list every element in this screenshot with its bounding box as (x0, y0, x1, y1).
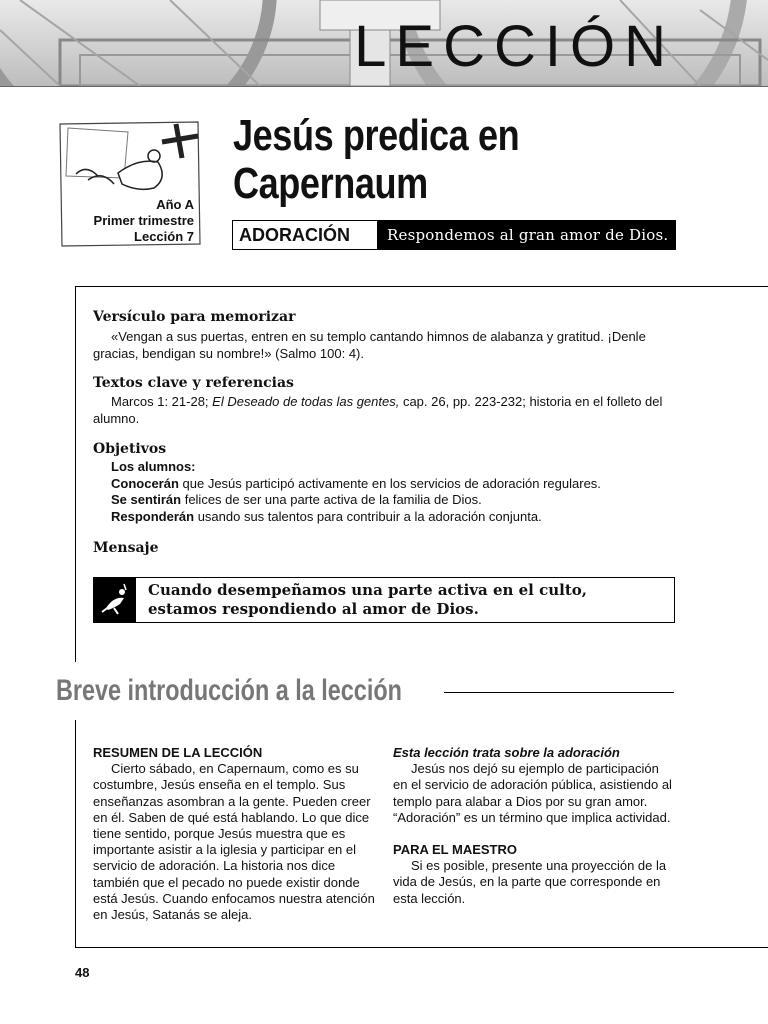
memory-verse-body: «Vengan a sus puertas, entren en su templo cantando himnos de alabanza y gratitud. ¡Denle gracias, bendigan su nombre!» (Salmo 100: 4). (93, 329, 646, 361)
theme-tagline: Respondemos al gran amor de Dios. (377, 221, 675, 249)
teacher-heading: PARA EL MAESTRO (393, 842, 517, 858)
objective-rest: felices de ser una parte activa de la familia de Dios. (181, 492, 482, 507)
objective-item (111, 508, 542, 525)
about-column (393, 745, 675, 907)
about-heading: Esta lección trata sobre la adoración (393, 745, 620, 760)
objective-verb: Se sentirán (111, 492, 182, 507)
title-line-1: Jesús predica en (233, 111, 520, 160)
teacher-text: Si es posible, presente una proyección de la vida de Jesús, en la parte que corresponde en esta lección. (393, 858, 667, 906)
frame-left-rule (75, 286, 76, 662)
title-line-2: Capernaum (233, 159, 428, 208)
intro-rule (444, 692, 674, 693)
references-text (93, 393, 678, 427)
frame-left-rule-lower (75, 720, 76, 948)
objective-verb: Responderán (111, 509, 195, 524)
lesson-year: Año A (156, 197, 194, 212)
frame-bottom-rule (75, 947, 768, 948)
references-post: cap. 26, pp. 223-232; historia en el folleto del alumno. (93, 394, 663, 426)
lesson-quarter: Primer trimestre (93, 213, 194, 228)
theme-bar (232, 220, 676, 250)
page-title (233, 112, 618, 208)
summary-heading: RESUMEN DE LA LECCIÓN (93, 745, 263, 760)
message-line-2: estamos respondiendo al amor de Dios. (148, 600, 479, 618)
objective-rest: usando sus talentos para contribuir a la adoración conjunta. (194, 509, 542, 524)
page-number: 48 (75, 965, 90, 980)
message-heading: Mensaje (93, 540, 159, 556)
message-box (93, 577, 675, 623)
frame-top-rule (75, 286, 768, 287)
references-pre: Marcos 1: 21-28; (111, 394, 213, 409)
intro-title: Breve introducción a la lección (56, 674, 402, 707)
objective-item (111, 491, 482, 508)
objectives-intro: Los alumnos: (111, 459, 196, 474)
references-heading: Textos clave y referencias (93, 375, 294, 391)
message-line-1: Cuando desempeñamos una parte activa en el culto, (148, 581, 587, 599)
summary-text: Cierto sábado, en Capernaum, como es su costumbre, Jesús enseña en el templo. Sus enseñanzas asombran a la gente. Pueden creer en él. Saben de qué está hablando. Lo que dice tiene sentido, porque Jesús muestra que es importante asistir a la iglesia y participar en el servicio de adoración. La historia nos dice también que el pecado no puede existir donde está Jesús. Cuando enfocamos nuestra atención en Jesús, Satanás se aleja. (93, 761, 375, 923)
references-book: El Deseado de todas las gentes, (212, 394, 400, 409)
objectives-heading: Objetivos (93, 441, 167, 457)
message-text (148, 581, 587, 619)
worship-figure-icon (94, 578, 136, 622)
objective-rest: que Jesús participó activamente en los servicios de adoración regulares. (178, 476, 601, 491)
banner-title: LECCIÓN (354, 14, 675, 79)
about-text: Jesús nos dejó su ejemplo de participación en el servicio de adoración pública, asistiendo al templo para alabar a Dios por su gran amor. “Adoración” es un término que implica actividad. (393, 761, 672, 825)
objective-verb: Conocerán (111, 476, 179, 491)
memory-verse-heading: Versículo para memorizar (93, 309, 296, 325)
lesson-meta (60, 197, 194, 245)
summary-column (93, 745, 375, 923)
memory-verse-text (93, 328, 678, 362)
objective-item (111, 475, 601, 492)
theme-label: ADORACIÓN (239, 225, 350, 245)
header-banner (0, 0, 768, 87)
lesson-number: Lección 7 (134, 229, 194, 244)
